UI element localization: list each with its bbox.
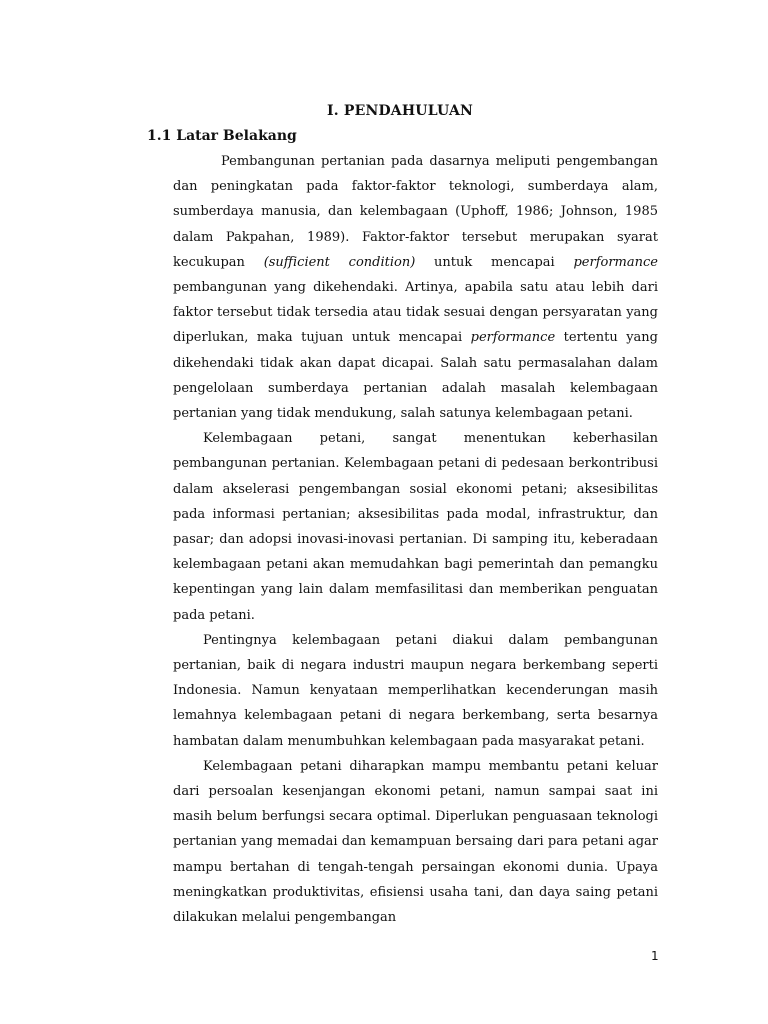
section-title: 1.1 Latar Belakang: [147, 128, 297, 144]
paragraph-3: [173, 628, 658, 754]
body-text: [173, 149, 658, 930]
chapter-title: I. PENDAHULUAN: [326, 103, 474, 119]
text-run: Kelembagaan petani, sangat menentukan keberhasilan pembangunan pertanian. Kelembagaan petani di pedesaan berkontribusi dalam akselerasi pengembangan sosial ekonomi petani; aksesibilitas pada informasi pertanian; aksesibilitas pada modal, infrastruktur, dan pasar; dan adopsi inovasi-inovasi pertanian. Di samping itu, keberadaan kelembagaan petani akan memudahkan bagi pemerintah dan pemangku kepentingan yang lain dalam memfasilitasi dan memberikan penguatan pada petani.: [173, 431, 658, 623]
text-run: untuk mencapai: [415, 254, 574, 270]
text-run-italic: performance: [470, 330, 556, 346]
text-run: Pentingnya kelembagaan petani diakui dalam pembangunan pertanian, baik di negara industri maupun negara berkembang seperti Indonesia. Namun kenyataan memperlihatkan kecenderungan masih lemahnya kelembagaan petani di negara berkembang, serta besarnya hambatan dalam menumbuhkan kelembagaan pada masyarakat petani.: [173, 632, 658, 749]
text-run: Kelembagaan petani diharapkan mampu membantu petani keluar dari persoalan kesenjangan ekonomi petani, namun sampai saat ini masih belum berfungsi secara optimal. Diperlukan penguasaan teknologi pertanian yang memadai dan kemampuan bersaing dari para petani agar mampu bertahan di tengah-tengah persaingan ekonomi dunia. Upaya meningkatkan produktivitas, efisiensi usaha tani, dan daya saing petani dilakukan melalui pengembangan: [173, 758, 658, 926]
paragraph-4: [173, 754, 658, 930]
text-run: Pembangunan pertanian pada dasarnya meliputi pengembangan dan peningkatan pada faktor-faktor teknologi, sumberdaya alam, sumberdaya manusia, dan kelembagaan (Uphoff, 1986; Johnson, 1985 dalam Pakpahan, 1989). Faktor-faktor tersebut merupakan syarat kecukupan: [173, 154, 658, 270]
text-run: pembangunan yang dikehendaki. Artinya, apabila satu atau lebih dari faktor tersebut tidak tersedia atau tidak sesuai dengan persyaratan yang diperlukan, maka tujuan untuk mencapai: [173, 280, 658, 346]
text-run-italic: performance: [573, 254, 658, 270]
text-run-italic: (sufficient condition): [263, 254, 416, 270]
paragraph-2: [173, 426, 658, 628]
paragraph-1: [173, 149, 658, 426]
text-run: tertentu yang dikehendaki tidak akan dapat dicapai. Salah satu permasalahan dalam pengelolaan sumberdaya pertanian adalah masalah kelembagaan pertanian yang tidak mendukung, salah satunya kelembagaan petani.: [173, 330, 658, 422]
page-number: 1: [651, 949, 659, 963]
